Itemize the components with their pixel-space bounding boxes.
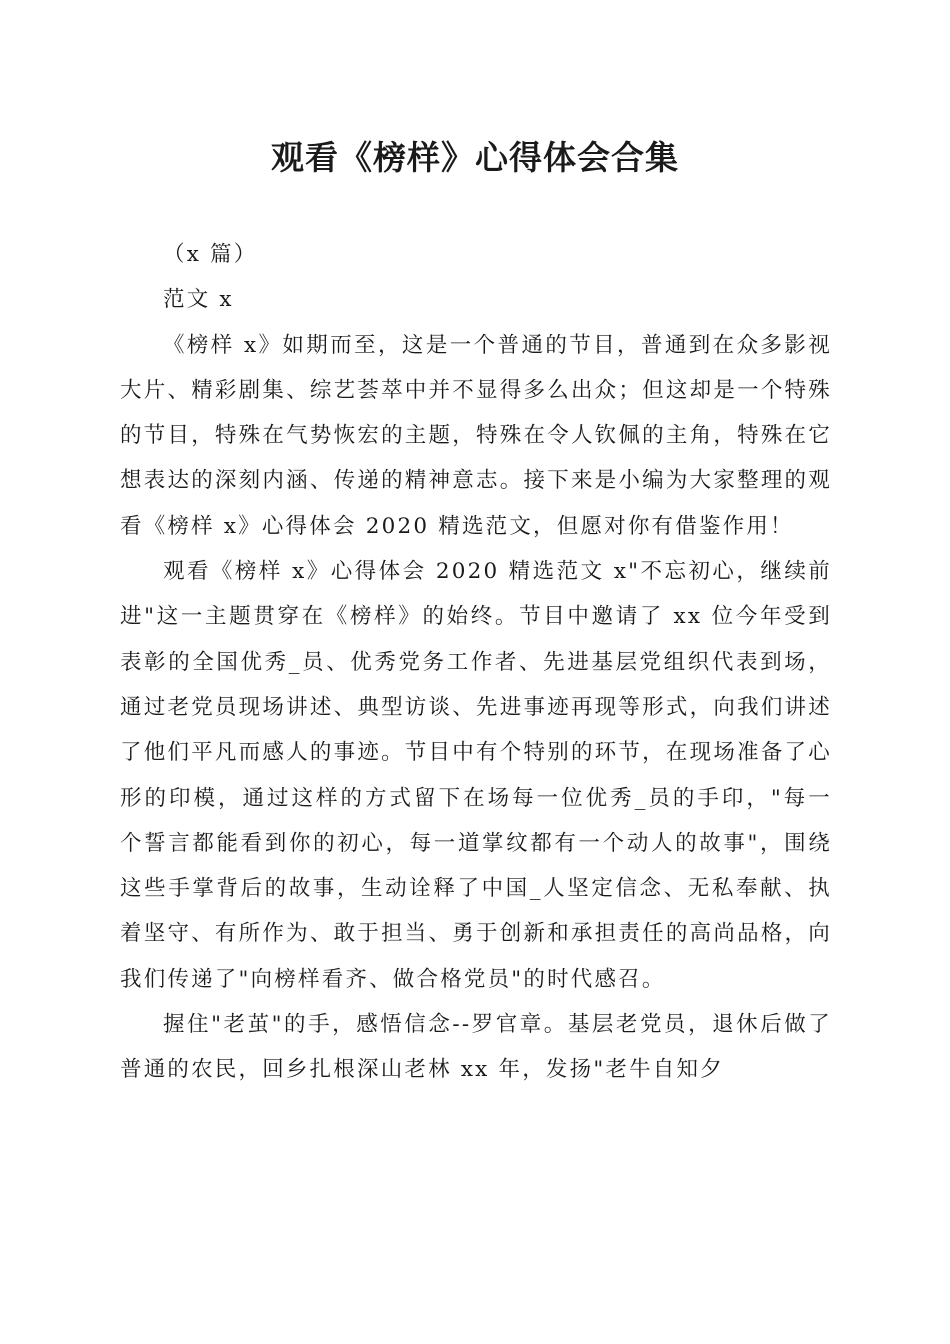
body-paragraph: 观看《榜样 x》心得体会 2020 精选范文 x"不忘初心，继续前进"这一主题贯穿在《榜样》的始终。节目中邀请了 xx 位今年受到表彰的全国优秀_员、优秀党务工作者、先进基层党组织代表到场，通过老党员现场讲述、典型访谈、先进事迹再现等形式，向我们讲述了他们平凡而感人的事迹。节目中有个特别的环节，在现场准备了心形的印模，通过这样的方式留下在场每一位优秀_员的手印，"每一个誓言都能看到你的初心，每一道掌纹都有一个动人的故事"，围绕这些手掌背后的故事，生动诠释了中国_人坚定信念、无私奉献、执着坚守、有所作为、敢于担当、勇于创新和承担责任的高尚品格，向我们传递了"向榜样看齐、做合格党员"的时代感召。: [120, 559, 832, 992]
body-paragraph: 握住"老茧"的手，感悟信念--罗官章。基层老党员，退休后做了普通的农民，回乡扎根深山老林 xx 年，发扬"老牛自知夕: [120, 1012, 832, 1083]
document-body: [120, 232, 832, 1093]
intro-paragraph: 《榜样 x》如期而至，这是一个普通的节目，普通到在众多影视大片、精彩剧集、综艺荟萃中并不显得多么出众；但这却是一个特殊的节目，特殊在气势恢宏的主题，特殊在令人钦佩的主角，特殊在它想表达的深刻内涵、传递的精神意志。接下来是小编为大家整理的观看《榜样 x》心得体会 2020 精选范文，但愿对你有借鉴作用！: [120, 332, 832, 539]
document-title: 观看《榜样》心得体会合集: [271, 138, 679, 177]
article-count-note: （x 篇）: [163, 242, 258, 267]
sample-label: 范文 x: [163, 287, 234, 313]
